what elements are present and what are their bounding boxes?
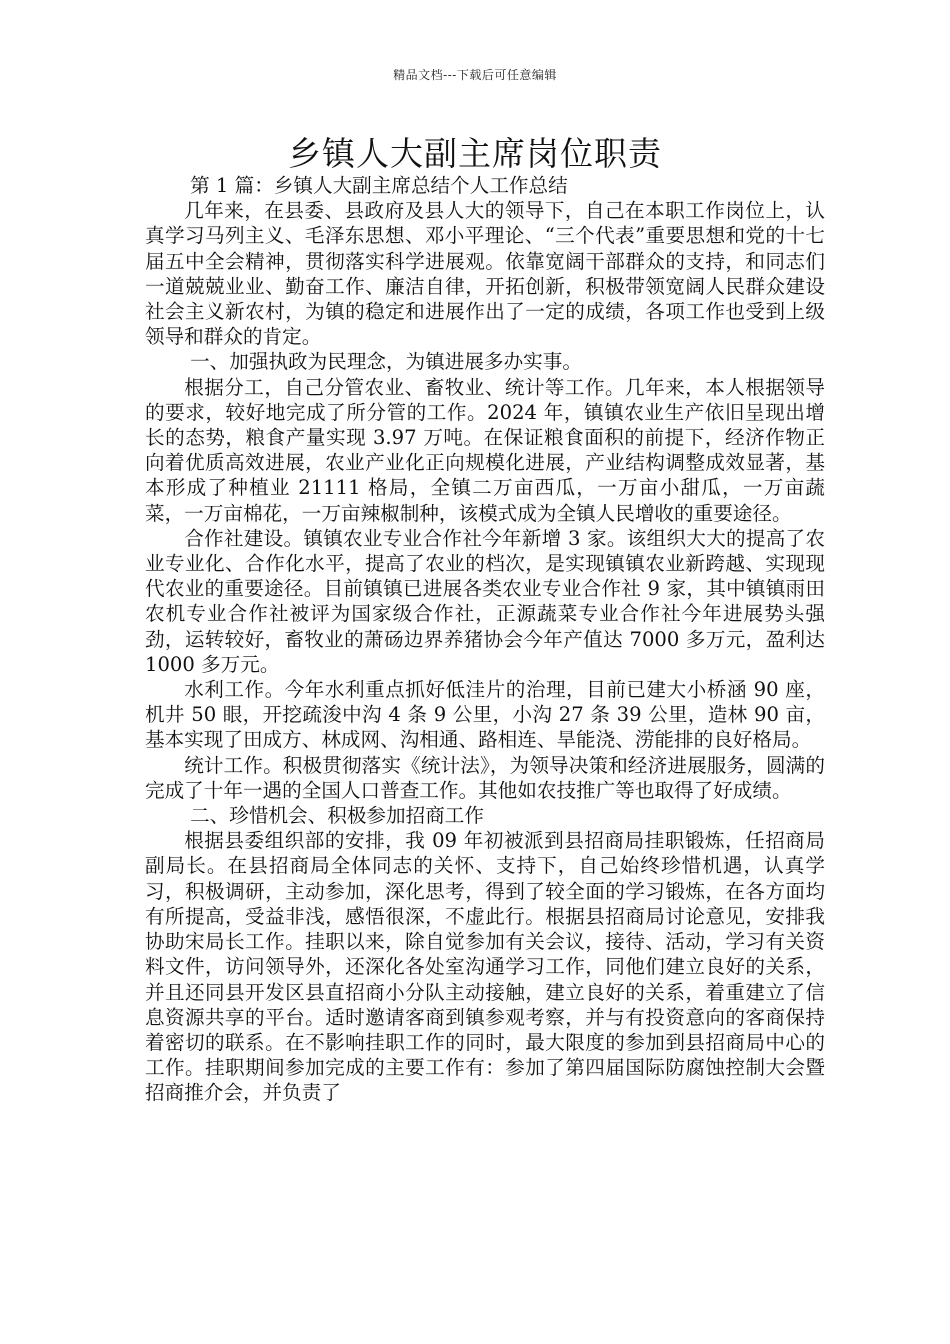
paragraph: 根据分工，自己分管农业、畜牧业、统计等工作。几年来，本人根据领导的要求，较好地完成了所分管的工作。2024 年，镇镇农业生产依旧呈现出增长的态势，粮食产量实现 3.97 万吨。在保证粮食面积的前提下，经济作物正向着优质高效进展，农业产业化正向规模化进展，产业结构调整成效显著，基本形成了种植业 21111 格局，全镇二万亩西瓜，一万亩小甜瓜，一万亩蔬菜，一万亩棉花，一万亩辣椒制种，该模式成为全镇人民增收的重要途径。 <box>145 375 825 525</box>
paragraph: 水利工作。今年水利重点抓好低洼片的治理，目前已建大小桥涵 90 座，机井 50 眼，开挖疏浚中沟 4 条 9 公里，小沟 27 条 39 公里，造林 90 亩，基本实现了田成方、林成网、沟相通、路相连、旱能浇、涝能排的良好格局。 <box>145 678 825 752</box>
header-note: 精品文档---下载后可任意编辑 <box>393 68 557 82</box>
paragraph: 几年来，在县委、县政府及县人大的领导下，自己在本职工作岗位上，认真学习马列主义、毛泽东思想、邓小平理论、“三个代表”重要思想和党的十七届五中全会精神，贯彻落实科学进展观。依靠宽阔干部群众的支持，和同志们一道兢兢业业、勤奋工作、廉洁自律，开拓创新，积极带领宽阔人民群众建设社会主义新农村，为镇的稳定和进展作出了一定的成绩，各项工作也受到上级领导和群众的肯定。 <box>145 199 825 349</box>
subheading: 二、珍惜机会、积极参加招商工作 <box>190 804 484 828</box>
document-body <box>145 173 825 1106</box>
document-title: 乡镇人大副主席岗位职责 <box>288 134 662 173</box>
paragraph: 根据县委组织部的安排，我 09 年初被派到县招商局挂职锻炼，任招商局副局长。在县招商局全体同志的关怀、支持下，自己始终珍惜机遇，认真学习，积极调研，主动参加，深化思考，得到了较全面的学习锻炼，在各方面均有所提高，受益非浅，感悟很深，不虚此行。根据县招商局讨论意见，安排我协助宋局长工作。挂职以来，除自觉参加有关会议，接待、活动，学习有关资料文件，访问领导外，还深化各处室沟通学习工作，同他们建立良好的关系，并且还同县开发区县直招商小分队主动接触，建立良好的关系，着重建立了信息资源共享的平台。适时邀请客商到镇参观考察，并与有投资意向的客商保持着密切的联系。在不影响挂职工作的同时，最大限度的参加到县招商局中心的工作。挂职期间参加完成的主要工作有：参加了第四届国际防腐蚀控制大会暨招商推介会，并负责了 <box>145 829 825 1105</box>
section-heading: 第 1 篇：乡镇人大副主席总结个人工作总结 <box>190 174 568 197</box>
paragraph: 合作社建设。镇镇农业专业合作社今年新增 3 家。该组织大大的提高了农业专业化、合作化水平，提高了农业的档次，是实现镇镇农业新跨越、实现现代农业的重要途径。目前镇镇已进展各类农业专业合作社 9 家，其中镇镇雨田农机专业合作社被评为国家级合作社，正源蔬菜专业合作社今年进展势头强劲，运转较好，畜牧业的萧砀边界养猪协会今年产值达 7000 多万元，盈利达 1000 多万元。 <box>145 526 825 676</box>
subheading: 一、加强执政为民理念，为镇进展多办实事。 <box>190 350 582 374</box>
paragraph: 统计工作。积极贯彻落实《统计法》，为领导决策和经济进展服务，圆满的完成了十年一遇的全国人口普查工作。其他如农技推广等也取得了好成绩。 <box>145 753 825 802</box>
